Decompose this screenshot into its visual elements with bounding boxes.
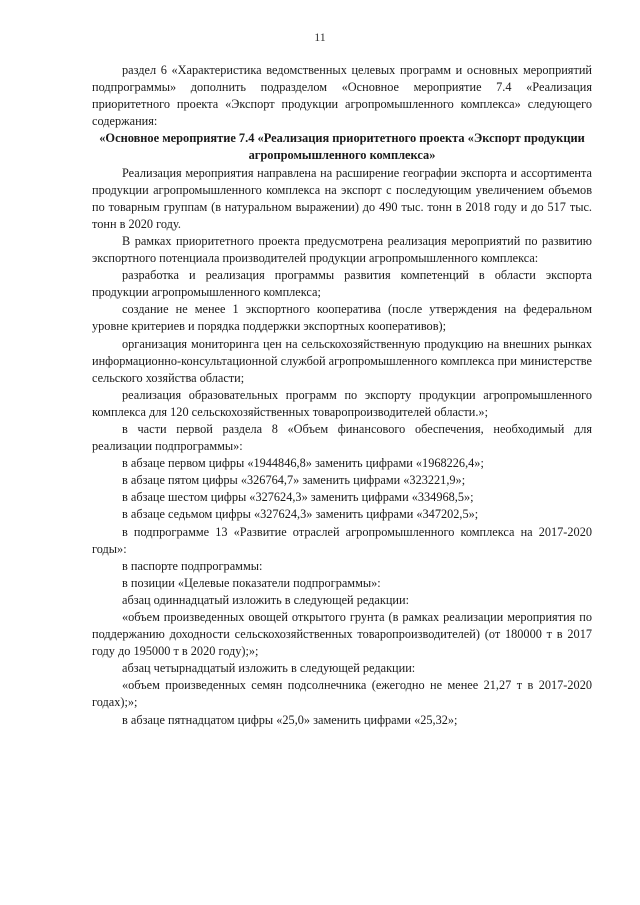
page-number: 11 xyxy=(314,30,326,44)
paragraph: в абзаце первом цифры «1944846,8» заменить цифрами «1968226,4»; xyxy=(122,456,484,471)
paragraph: в позиции «Целевые показатели подпрограммы»: xyxy=(122,575,381,590)
paragraph: Реализация мероприятия направлена на расширение географии экспорта и ассортимента продукции агропромышленного комплекса на экспорт с последующим увеличением объемов по товарным группам (в натуральном выражении) до 490 тыс. тонн в 2018 году и до 517 тыс. тонн в 2020 году. xyxy=(92,165,592,231)
paragraph: в паспорте подпрограммы: xyxy=(122,558,263,573)
paragraph: раздел 6 «Характеристика ведомственных целевых программ и основных мероприятий подпрограммы» дополнить подразделом «Основное мероприятие 7.4 «Реализация приоритетного проекта «Экспорт продукции агропромышленного комплекса» следующего содержания: xyxy=(92,63,592,129)
document-body xyxy=(92,62,592,729)
paragraph: в подпрограмме 13 «Развитие отраслей агропромышленного комплекса на 2017-2020 годы»: xyxy=(92,524,592,556)
paragraph: в абзаце пятом цифры «326764,7» заменить цифрами «323221,9»; xyxy=(122,473,466,488)
paragraph: абзац четырнадцатый изложить в следующей редакции: xyxy=(122,661,416,676)
paragraph: создание не менее 1 экспортного кооператива (после утверждения на федеральном уровне критериев и порядка поддержки экспортных кооперативов); xyxy=(92,302,592,334)
paragraph: «объем произведенных овощей открытого грунта (в рамках реализации мероприятия по поддержанию доходности сельскохозяйственных товаропроизводителей) (от 180000 т в 2017 году до 195000 т в 2020 году);»; xyxy=(92,610,592,659)
paragraph: в абзаце пятнадцатом цифры «25,0» заменить цифрами «25,32»; xyxy=(122,712,458,727)
section-heading: «Основное мероприятие 7.4 «Реализация приоритетного проекта «Экспорт продукции агропромышленного комплекса» xyxy=(99,131,585,163)
paragraph: в абзаце шестом цифры «327624,3» заменить цифрами «334968,5»; xyxy=(122,490,474,505)
paragraph: абзац одиннадцатый изложить в следующей редакции: xyxy=(122,592,409,607)
paragraph: в абзаце седьмом цифры «327624,3» заменить цифрами «347202,5»; xyxy=(122,507,479,522)
paragraph: реализация образовательных программ по экспорту продукции агропромышленного комплекса для 120 сельскохозяйственных товаропроизводителей области.»; xyxy=(92,387,592,419)
paragraph: разработка и реализация программы развития компетенций в области экспорта продукции агропромышленного комплекса; xyxy=(92,268,592,300)
paragraph: в части первой раздела 8 «Объем финансового обеспечения, необходимый для реализации подпрограммы»: xyxy=(92,421,592,454)
paragraph: «объем произведенных семян подсолнечника (ежегодно не менее 21,27 т в 2017-2020 годах);»; xyxy=(92,678,592,710)
paragraph: организация мониторинга цен на сельскохозяйственную продукцию на внешних рынках информационно-консультационной службой агропромышленного комплекса при министерстве сельского хозяйства области; xyxy=(92,336,592,385)
paragraph: В рамках приоритетного проекта предусмотрена реализация мероприятий по развитию экспортного потенциала производителей продукции агропромышленного комплекса: xyxy=(92,233,592,266)
